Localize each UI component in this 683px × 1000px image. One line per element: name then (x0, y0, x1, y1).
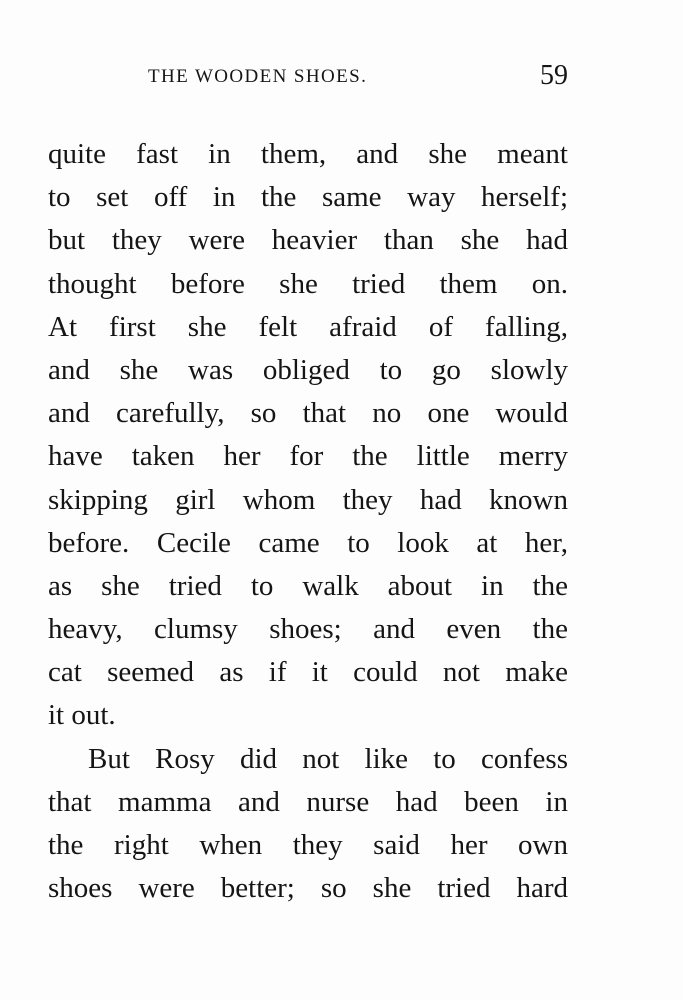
text-line: and carefully, so that no one would (48, 397, 568, 430)
text-line: as she tried to walk about in the (48, 569, 568, 602)
text-line: that mamma and nurse had been in (48, 785, 568, 818)
text-line: shoes were better; so she tried hard (48, 872, 568, 905)
text-line: have taken her for the little merry (48, 440, 568, 473)
page-number: 59 (540, 60, 568, 91)
text-line: but they were heavier than she had (48, 224, 568, 257)
text-line: But Rosy did not like to confess (88, 742, 568, 775)
text-line: heavy, clumsy shoes; and even the (48, 613, 568, 646)
text-line: before. Cecile came to look at her, (48, 526, 568, 559)
text-line: quite fast in them, and she meant (48, 138, 568, 170)
paragraph-2 (48, 738, 568, 911)
text-line: to set off in the same way herself; (48, 181, 568, 214)
text-line: skipping girl whom they had known (48, 483, 568, 516)
text-line: cat seemed as if it could not make (48, 656, 568, 689)
text-line: At first she felt afraid of falling, (48, 310, 568, 343)
text-line: thought before she tried them on. (48, 267, 568, 300)
paragraph-1 (48, 133, 568, 738)
text-line: it out. (48, 699, 116, 732)
text-line: the right when they said her own (48, 829, 568, 861)
running-title: THE WOODEN SHOES. (148, 66, 368, 87)
body-text (48, 133, 568, 910)
running-head (48, 60, 568, 96)
text-line: and she was obliged to go slowly (48, 353, 568, 386)
